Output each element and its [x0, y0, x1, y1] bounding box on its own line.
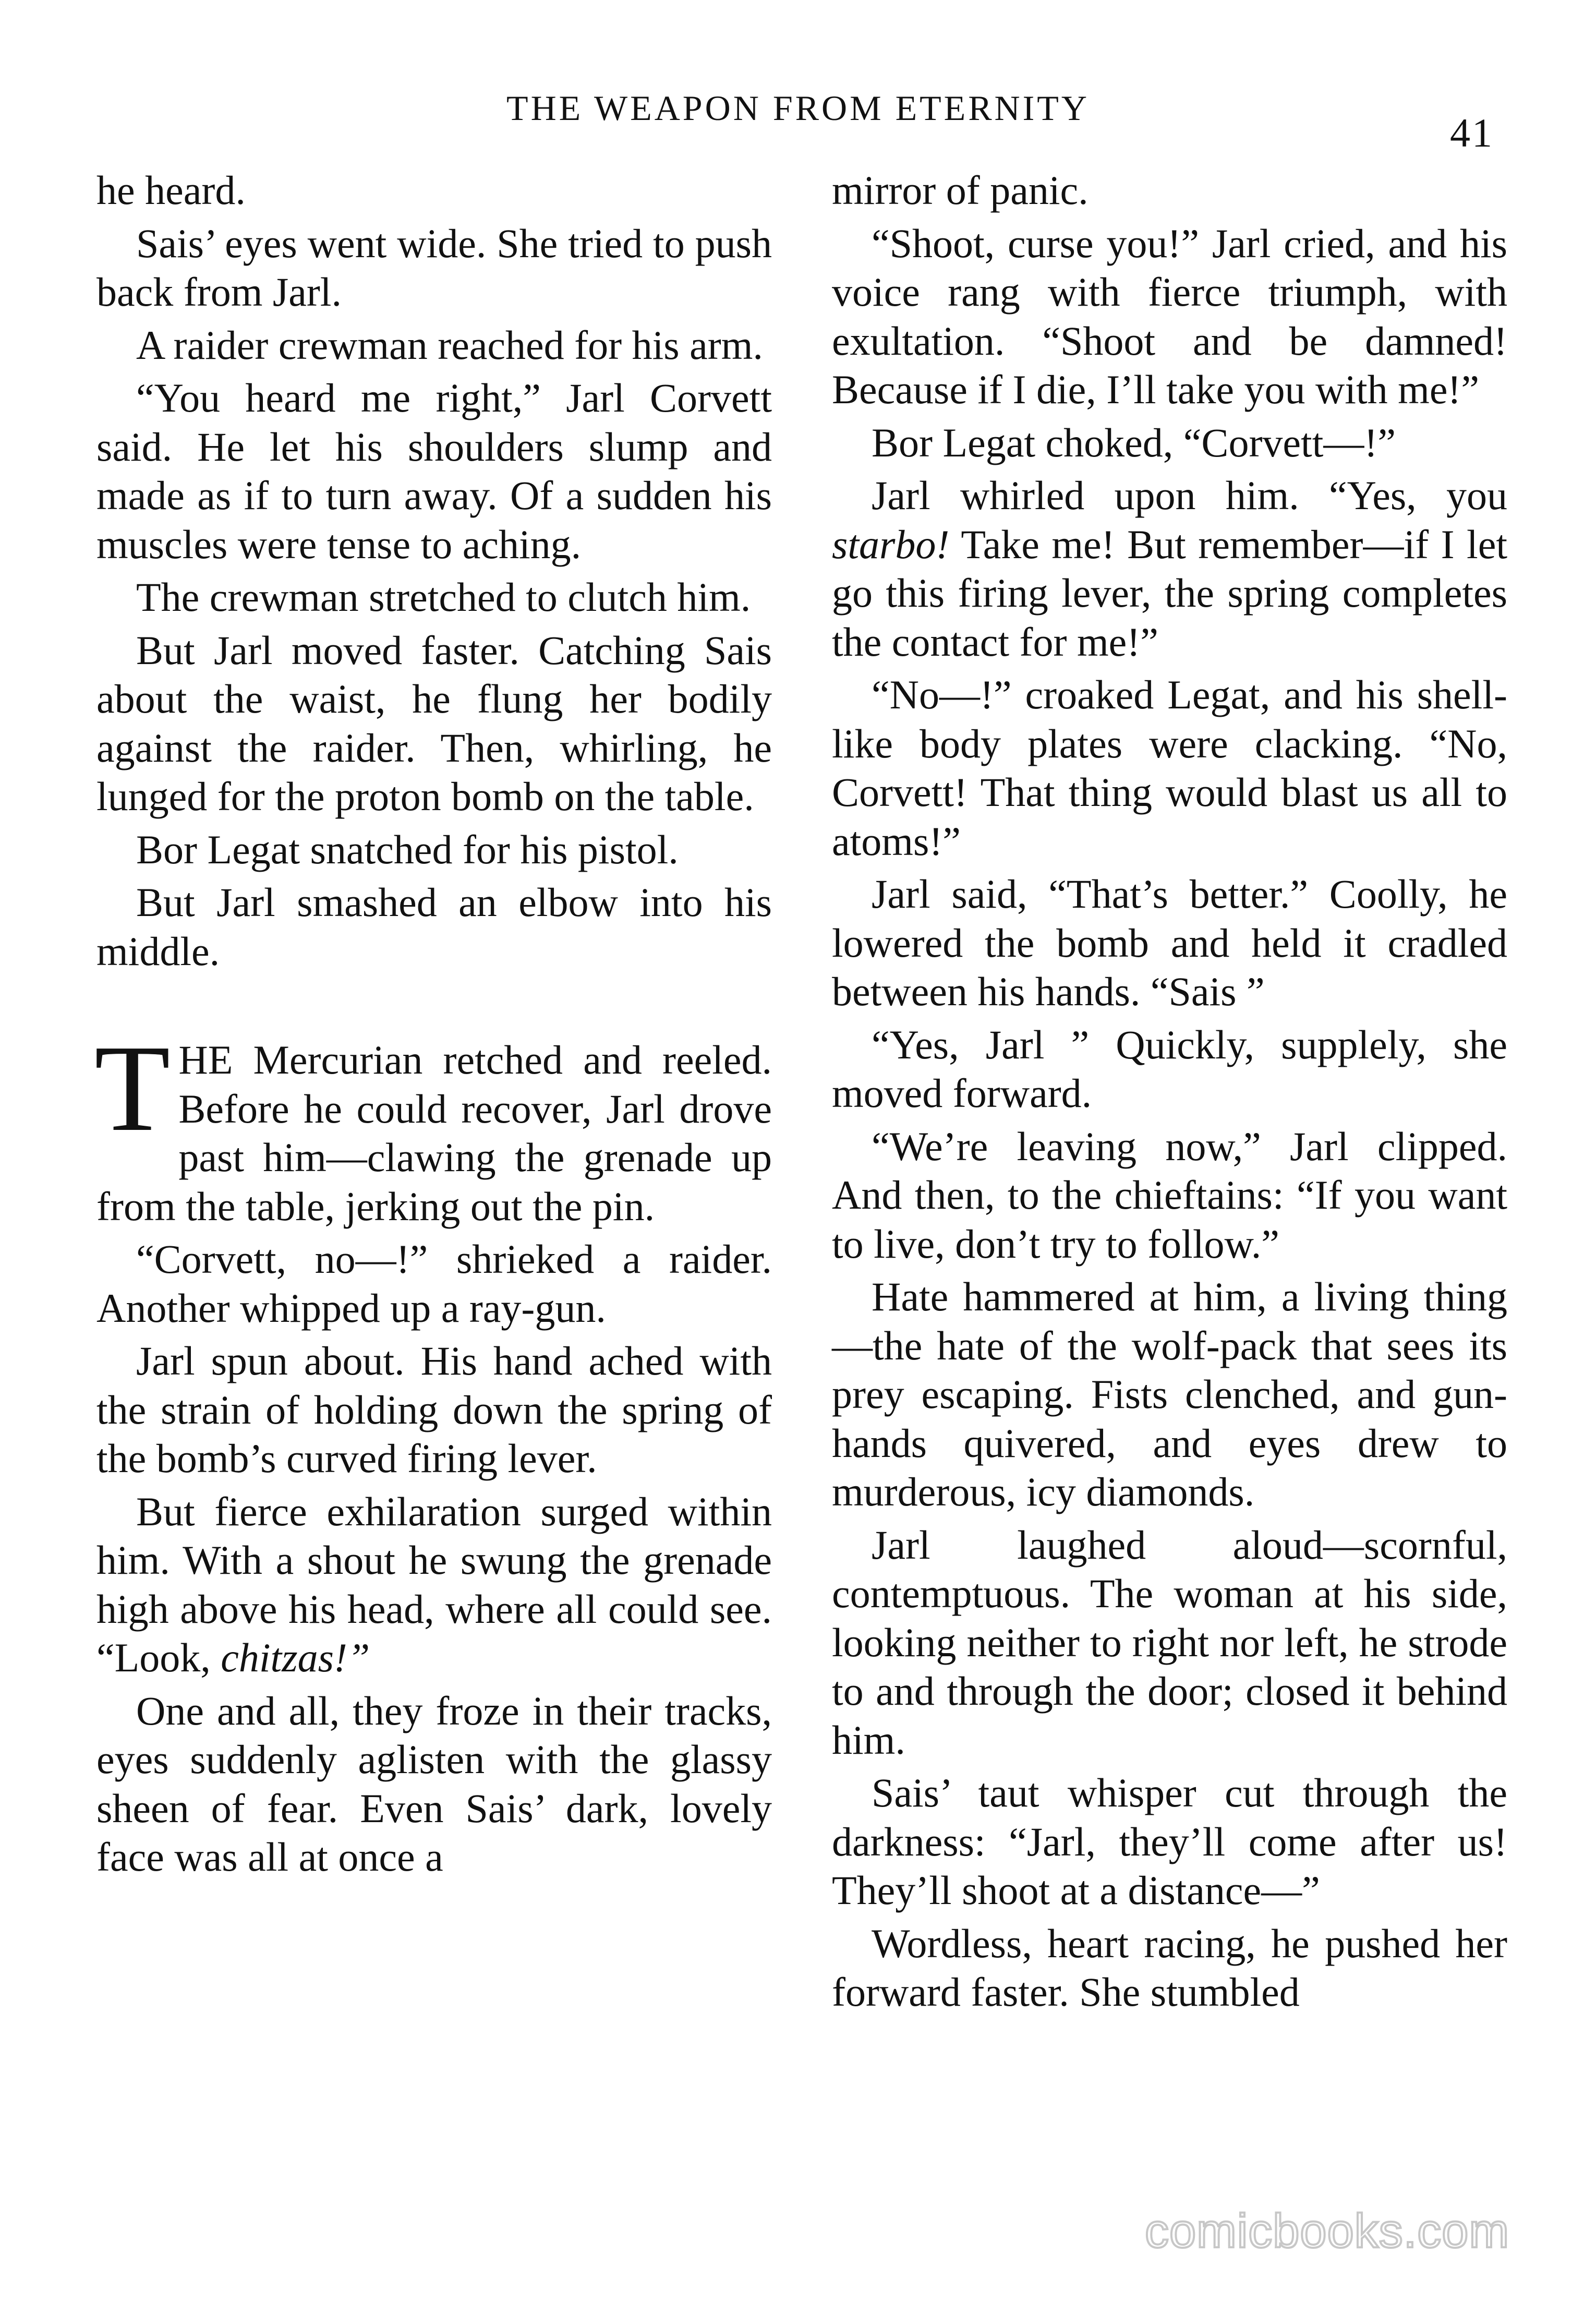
drop-cap: T: [94, 1020, 171, 1157]
left-column: [96, 166, 772, 1886]
paragraph: A raider crewman reached for his arm.: [136, 322, 763, 368]
paragraph: [96, 1487, 772, 1682]
right-column: [832, 166, 1507, 2021]
paragraph: mirror of panic.: [832, 167, 1089, 213]
paragraph: Hate hammered at him, a living thing—the hate of the wolf-pack that sees its prey escaping. Fists clenched, and gun-hands quivered, and eyes drew to murderous, icy diamonds.: [832, 1274, 1507, 1514]
paragraph: [832, 471, 1507, 666]
italic-word: starbo!: [832, 521, 950, 567]
running-head: THE WEAPON FROM ETERNITY: [506, 88, 1090, 128]
page-number: 41: [1450, 110, 1494, 155]
paragraph-text: HE Mercurian retched and reeled. Before he could recover, Jarl drove past him—clawing the grenade up from the table, jerking out the pin.: [96, 1037, 772, 1229]
section-opening-paragraph: [94, 1020, 772, 1231]
paragraph: Jarl laughed aloud—scornful, contemptuous. The woman at his side, looking neither to right nor left, he strode to and through the door; closed it behind him.: [832, 1522, 1507, 1763]
paragraph-text: Jarl whirled upon him. “Yes, you: [872, 473, 1507, 518]
paragraph: “Shoot, curse you!” Jarl cried, and his voice rang with fierce triumph, with exultation. “Shoot and be damned! Because if I die, I’ll take you with me!”: [832, 220, 1507, 412]
paragraph: “Yes, Jarl ” Quickly, supplely, she moved forward.: [832, 1021, 1507, 1116]
paragraph: Bor Legat choked, “Corvett—!”: [872, 419, 1396, 465]
paragraph: Sais’ taut whisper cut through the darkness: “Jarl, they’ll come after us! They’ll shoot at a distance—”: [832, 1770, 1507, 1913]
paragraph-text: Take me! But remember—if I let go this firing lever, the spring completes the contact for me!”: [832, 521, 1507, 665]
paragraph: The crewman stretched to clutch him.: [136, 574, 751, 620]
paragraph: “We’re leaving now,” Jarl clipped. And then, to the chieftains: “If you want to live, don’t try to follow.”: [832, 1123, 1507, 1267]
paragraph: Jarl spun about. His hand ached with the strain of holding down the spring of the bomb’s curved firing lever.: [96, 1338, 772, 1481]
paragraph: Wordless, heart racing, he pushed her forward faster. She stumbled: [832, 1920, 1507, 2015]
watermark-logo: comicbooks.com: [1145, 2204, 1510, 2258]
paragraph: “Corvett, no—!” shrieked a raider. Another whipped up a ray-gun.: [96, 1236, 772, 1331]
paragraph: One and all, they froze in their tracks, eyes suddenly aglisten with the glassy sheen of fear. Even Sais’ dark, lovely face was all at once a: [96, 1688, 772, 1880]
paragraph: Bor Legat snatched for his pistol.: [136, 826, 679, 872]
paragraph: he heard.: [96, 167, 246, 213]
paragraph: Jarl said, “That’s better.” Coolly, he lowered the bomb and held it cradled between his hands. “Sais ”: [832, 871, 1507, 1014]
paragraph: “No—!” croaked Legat, and his shell-like body plates were clacking. “No, Corvett! That thing would blast us all to atoms!”: [832, 672, 1507, 864]
paragraph: But Jarl moved faster. Catching Sais about the waist, he flung her bodily against the raider. Then, whirling, he lunged for the proton bomb on the table.: [96, 627, 772, 819]
italic-word: chitzas!”: [221, 1635, 370, 1680]
paragraph: But Jarl smashed an elbow into his middle.: [96, 880, 772, 974]
paragraph: Sais’ eyes went wide. She tried to push back from Jarl.: [96, 220, 772, 315]
paragraph: “You heard me right,” Jarl Corvett said. He let his shoulders slump and made as if to turn away. Of a sudden his muscles were tense to aching.: [96, 375, 772, 567]
paragraph-text: But fierce exhilaration surged within him. With a shout he swung the grenade high above his head, where all could see. “Look,: [96, 1488, 772, 1680]
